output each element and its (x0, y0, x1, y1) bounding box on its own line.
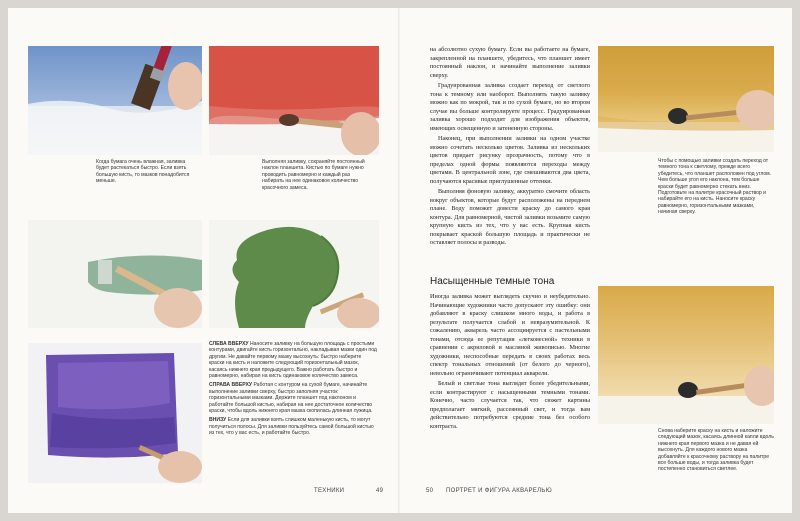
footer-right-page-number: 50 (426, 488, 434, 494)
paragraph: Иногда заливка может выглядеть скучно и неубедительно. Начинающие художники часто допускают эту ошибку: они добавляют в краску слишком много воды, и работа в результате получается слабой и невразумительной. К сожалению, акварель часто ассоциируется с пастельными тонами, отсюда ее репутация «легковесной» техники в сравнении с акриловой и масляной живописью. Многие художники, неспособные передать в своих работах весь спектр тональных отношений (от белого до черного), невольно ограничивают потенциал акварели. (430, 293, 590, 377)
caption-top-left: СЛЕВА ВВЕРХУ Наносите заливку на большую площадь с простыми контурами, двигайте кисть горизонтально, накладывая мазки один под другим. Не давайте первому мазку высохнуть: быстро наберите краски на кисть и наложите следующий горизонтальный мазок, касаясь нижнего края предыдущего. Важно работать быстро и равномерно, набирая на кисть одинаковое количество замеса. (209, 341, 377, 380)
yellow-gradient-bottom-photo (598, 286, 774, 424)
paragraph: на абсолютно сухую бумагу. Если вы работаете на бумаге, закрепленной на планшете, убедитесь, что планшет имеет постоянный наклон, и начинайте выполнение заливки сверху. (430, 46, 590, 79)
blue-caption: Когда бумага очень влажная, заливка будет растекаться быстро. Если взять большую кисть, то мазков понадобится меньше. (96, 159, 190, 185)
silhouette-wash-photo (209, 220, 379, 328)
caption-top-right: СПРАВА ВВЕРХУ Работая с контуром на сухой бумаге, начинайте выполнение заливки сверху, быстро заполняя участок горизонтальными мазками. Держите планшет под наклоном и работайте большой кистью, набирая на нее достаточное количество краски, чтобы вдоль нижнего края мазка скопилась длинная лужица. (209, 382, 373, 415)
paragraph: Выполняя фоновую заливку, аккуратно смочите область вокруг объектов, которые будут расположены на переднем плане. Воду поможет довести краску до самого края контура. Для равномерной, чистой заливки возьмите самую крупную кисть из тех, что у вас есть. Крупная кисть покрывает краской большую площадь и практически не оставляет полосы и разводы. (430, 188, 590, 246)
footer-left-section: ТЕХНИКИ (314, 488, 345, 494)
caption-bottom: ВНИЗУ Если для заливки взять слишком маленькую кисть, то могут получиться полосы. Для заливки пользуйтесь самой большой кистью из тех, что у вас есть, и работайте быстро. (209, 417, 374, 437)
left-bottom-captions (209, 341, 377, 437)
body-text-bottom (430, 293, 590, 433)
right-page (400, 8, 792, 513)
body-text-top (430, 46, 590, 250)
green-wash-photo (28, 220, 202, 328)
section-heading: Насыщенные темные тона (430, 276, 555, 287)
paragraph: Градуированная заливка создает переход от светлого тона к темному или наоборот. Выполнять такую заливку можно как по мокрой, так и по сухой бумаге, но во втором случае вы больше контролируете процесс. Градуированная заливка хорошо подходит для изображения объектов, имеющих освещенную и затененную стороны. (430, 82, 590, 132)
blue-wash-photo (28, 46, 202, 155)
yellow-gradient-top-photo (598, 46, 774, 152)
footer-left-page-number: 49 (376, 488, 384, 494)
red-caption: Выполняя заливку, сохраняйте постоянный наклон планшета. Кистью по бумаге нужно проводить равномерно и каждый раз набирать на нее одинаковое количество красочного замеса. (262, 159, 365, 191)
footer-right-section: ПОРТРЕТ И ФИГУРА АКВАРЕЛЬЮ (446, 488, 552, 494)
paragraph: Белый и светлые тона выглядят более убедительными, если контрастируют с насыщенными темными тонами. Конечно, часто случается так, что сюжет картины предполагает мягкий, рассеянный свет, и тогда вам действительно потребуются средние тона без особого контраста. (430, 380, 590, 430)
red-wash-photo (209, 46, 379, 155)
paragraph: Наконец, при выполнении заливки на одном участке можно сочетать несколько цветов. Заливка из нескольких цветов придает рисунку прозрачность, потому что в пределах одной формы появляются переходы между цветами. В центральной зоне, где смешиваются два цвета, получаются красивые приглушенные оттенки. (430, 135, 590, 185)
yellow-bottom-caption: Снова наберите краску на кисть и наложите следующий мазок, касаясь длинной капли вдоль нижнего края первого мазка и не давая ей высохнуть. Для каждого нового мазка добавляйте к красочному раствору на палитре все больше воды, и тогда заливка будет постепенно становиться светлее. (658, 428, 774, 473)
yellow-top-caption: Чтобы с помощью заливки создать переход от темного тона к светлому, прежде всего убедитесь, что планшет расположен под углом. Чем больше угол его наклона, тем больше краски будет равномерно стекать вниз. Подготовьте на палитре красочный раствор и набирайте его на кисть. Наносите краску равномерно, горизонтальными мазками, начиная сверху. (658, 158, 772, 216)
purple-wash-photo (28, 343, 202, 483)
left-page (8, 8, 400, 513)
